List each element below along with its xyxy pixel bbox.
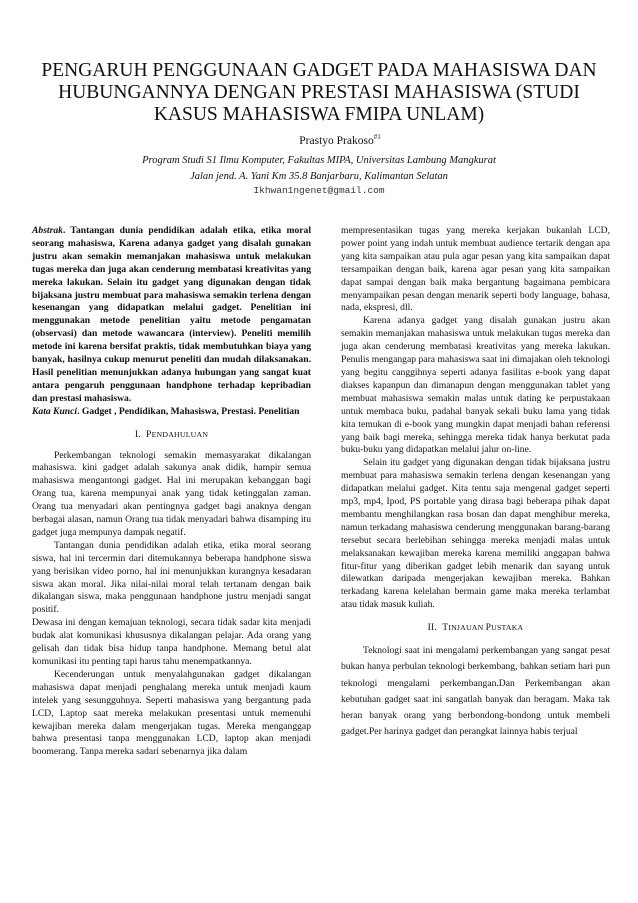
body-paragraph: Kecenderungan untuk menyalahgunakan gadget dikalangan mahasiswa dapat menjadi penghalang mereka untuk menjadi kaum intelek yang sesungguhnya. Seperti mahasiswa yang bergantung pada LCD, Laptop saat mereka melakukan presentasi untuk memenuhi kewajiban mereka dalam mengerjakan tugas. Mereka menganggap bahwa presentasi tanpa menggunakan LCD, laptop akan menjadi boomerang. Tanpa mereka sadari sebenarnya jika dalam [32,668,311,758]
abstract [32,225,311,406]
section-title-initial: P [146,428,152,440]
body-paragraph: mempresentasikan tugas yang mereka kerjakan bukanlah LCD, power point yang indah untuk membuat audience tertarik dengan apa yang kita sampaikan atau pula agar pesan yang kita sampaikan dapat tersampaikan dengan baik, karena agar pesan yang kita sampaikan dapat sampai dengan baik maka bergantung bagaimana pembicara menyampaikan pesan dengan menarik seperti body language, bahasa, nada, ekspresi, dll. [341,225,610,314]
section-title-initial-2: P [485,622,492,634]
right-column [341,225,610,740]
section-title-rest: ENDAHULUAN [151,429,209,439]
keywords-lead: Kata Kunci [32,405,78,417]
abstract-lead: Abstrak [32,225,63,236]
affiliation-line-2: Jalan jend. A. Yani Km 35.8 Banjarbaru, Kalimantan Selatan [190,170,448,182]
author-superscript: #1 [373,133,381,141]
author-name [0,130,638,148]
section-title-initial: T [442,622,449,634]
body-paragraph: Selain itu gadget yang digunakan dengan tidak bijaksana justru membuat para mahasiswa semakin terlena dengan kesenangan yang didapatkan melalui gadget. Kita tentu saja mengenal gadget seperti mp3, mp4, Ipod, PS portable yang dirasa bagi beberapa pihak dapat membantu menghilangkan rasa bosan dan dapat menghibur mereka, namun terkadang mahasiswa cenderung menggunakan barang-barang tersebut secara berlebihan sehingga mereka menjadi malas untuk melaksanakan kewajiban mereka karena memiliki anggapan bahwa fitur-fitur yang diberikan gadget lebih menarik dan sayang untuk dilewatkan daripada mengerjakan kewajiban mereka. Bahkan terkadang karena kelelahan bermain game maka mereka terlambat atau tidak masuk kuliah. [341,457,610,611]
body-paragraph: Tantangan dunia pendidikan adalah etika, etika moral seorang siswa, hal ini tercermin dari ditemukannya beberapa handphone siswa yang berisikan video porno, hal ini menunjukkan kurangnya kesadaran siswa akan moral. Jika nilai-nilai moral telah tertanam dengan baik dikalangan siswa, maka penggunaan handphone justru menjadi sangat positif. [32,539,311,616]
body-paragraph: Karena adanya gadget yang disalah gunakan justru akan semakin memanjakan mahasiswa untuk melakukan tugas mereka dan juga akan cenderung membatasi kreativitas yang mereka lakukan. Penulis mengangap para mahasiswa saat ini dimajakan oleh teknologi yang begitu canggihnya seperti adanya fasilitas e-book yang dapat diakses kapanpun dan dimanapun dengan menggunakan tablet yang membuat mahasiswa semakin malas untuk dating ke perpustakaan untuk membaca buku, padahal banyak sekali buku lama yang tidak kita temukan di e-book yang mungkin dapat menjadi bahan referensi yang baik bagi mereka, sehingga mereka tidak hanya berkutat pada buku-buku yang didapatkan melalui jalur on-line. [341,315,610,456]
author-name-text: Prastyo Prakoso [299,134,374,147]
section-number: II. [427,622,438,634]
abstract-text: . Tantangan dunia pendidikan adalah etika, etika moral seorang mahasiswa, Karena adanya gadget yang disalah gunakan justru akan semakin memanjakan mahasiswa untuk melakukan tugas mereka dan juga akan cenderung membatasi kreativitas yang mereka lakukan. Selain itu gadget yang digunakan dengan tidak bijaksana justru membuat para mahasiswa semakin terlena dengan kesenangan yang didapatkan melalui gadget. Penelitian ini menggunakan metode penelitian yaitu metode pengamatan (observasi) dan metode wawancara (interview). Peneliti memilih metode ini karena bersifat praktis, tidak membutuhkan biaya yang banyak, hasilnya cukup menurut peneliti dan mudah dilaksanakan. Hasil penelitian menunjukkan adanya hubungan yang sangat kuat antara pengaruh penggunaan handphone terhadap kepribadian dan prestasi mahasiswa. [32,225,311,404]
section-heading-literature-review [341,622,610,635]
body-paragraph: Dewasa ini dengan kemajuan teknologi, secara tidak sadar kita menjadi budak alat komunikasi khususnya dikalangan pelajar. Ada orang yang gelisah dan tidak bisa hidup tanpa handphone. Memang betul alat komunikasi itu penting tapi harus tahu menempatkannya. [32,617,311,667]
left-column [32,225,311,759]
affiliation-line-1: Program Studi S1 Ilmu Komputer, Fakultas MIPA, Universitas Lambung Mangkurat [142,154,496,166]
paper-title: PENGARUH PENGGUNAAN GADGET PADA MAHASISWA DAN HUBUNGANNYA DENGAN PRESTASI MAHASISWA (STUDI KASUS MAHASISWA FMIPA UNLAM) [41,60,597,125]
section-title-rest-2: USTAKA [491,623,524,633]
author-email: Ikhwan1ngenet@gmail.com [253,184,385,196]
body-paragraph: Perkembangan teknologi semakin memasyarakat dikalangan mahasiswa. kini gadget adalah sakunya anak didik, hampir semua mahasiswa mengantongi gadget. Hal ini merupakan kebanggan bagi Orang tua, karena mempunyai anak yang tidak ketinggalan zaman. Orang tua menyadari akan pentingnya gadget bagi anaknya dengan berbagai alasan, namun Orang tua tidak menyadari bahwa disamping itu gadget juga mempunya dampak negatif. [32,449,311,538]
section-title-rest: INJAUAN [448,623,486,633]
section-heading-introduction [32,429,311,442]
author-block [0,130,638,198]
body-paragraph: Teknologi saat ini mengalami perkembangan yang sangat pesat bukan hanya perbulan teknologi berkembang, bahkan setiam hari pun teknologi mengalami perkembangan.Dan Perkembangan akan kebutuhan gadget saat ini sangatlah banyak dan beragam. Maka tak heran banyak orang yang berbondong-bondong untuk membeli gadget.Per harinya gadget dan perangkat lainnya habis terjual [341,645,610,738]
keywords-text: . Gadget , Pendidikan, Mahasiswa, Prestasi. Penelitian [77,405,300,417]
section-number: I. [134,428,141,440]
keywords [32,406,311,419]
